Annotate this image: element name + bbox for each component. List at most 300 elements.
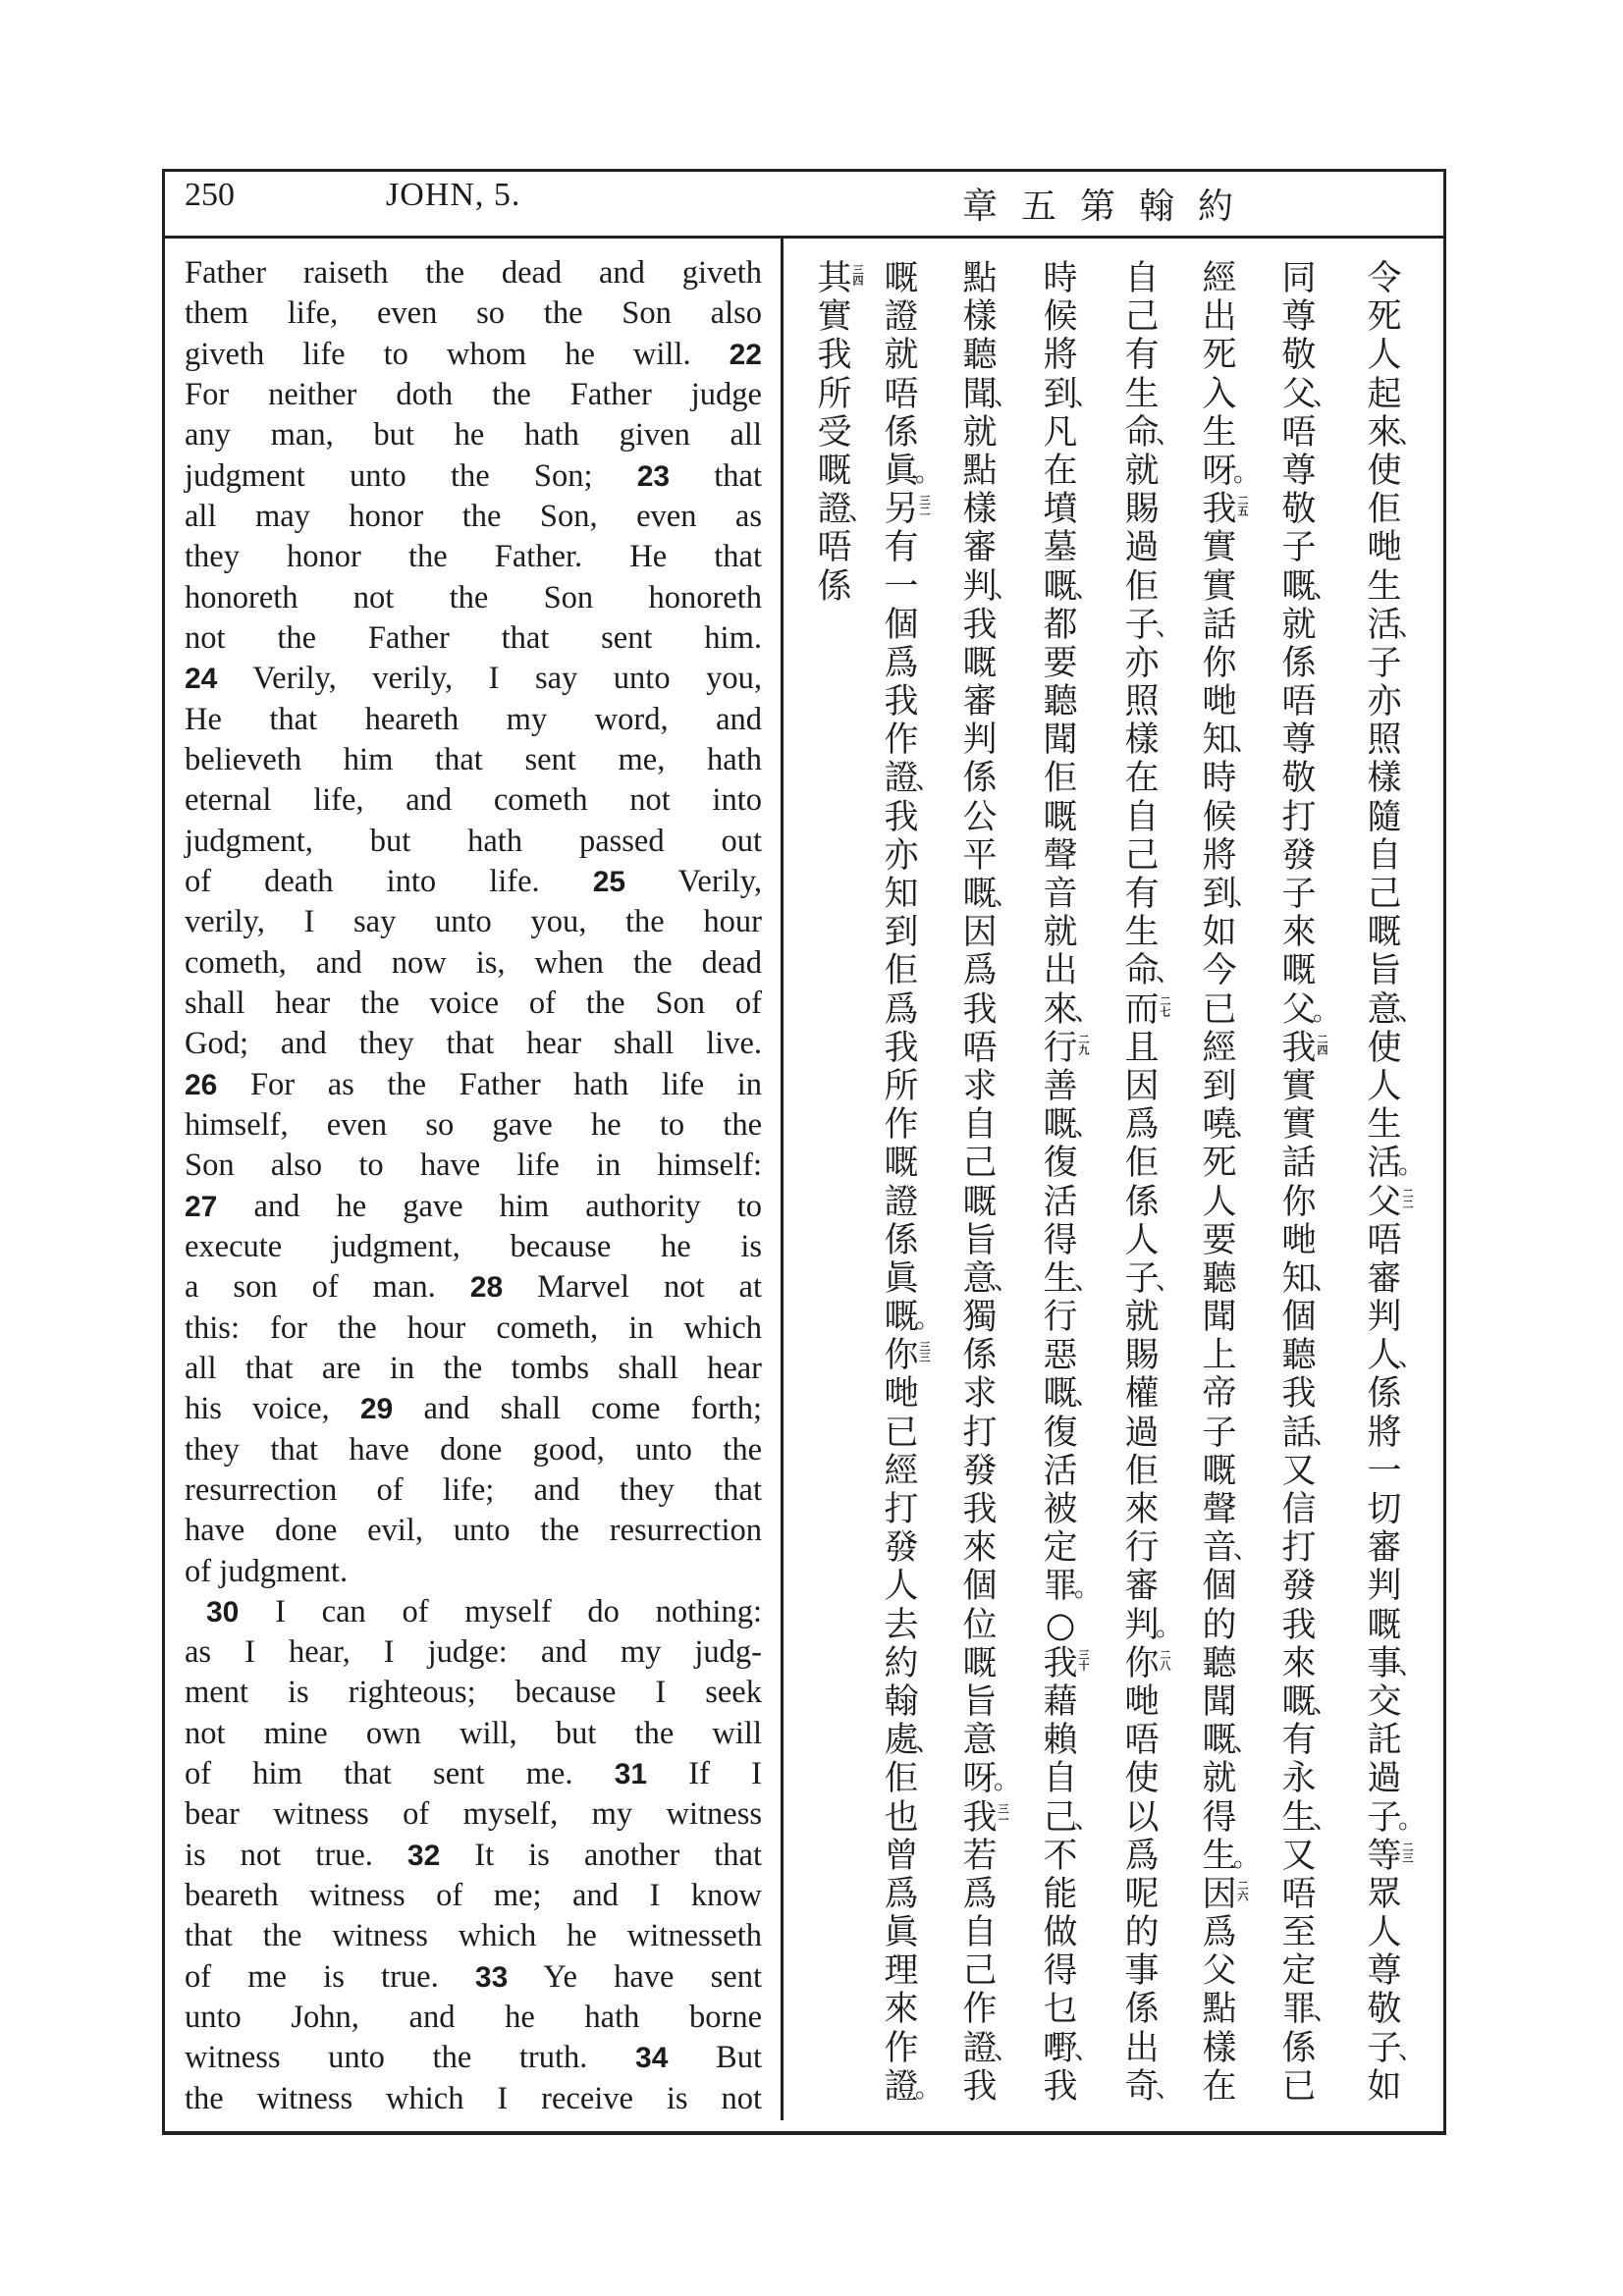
chinese-character: 來 、 [1043, 989, 1101, 1030]
chinese-character: 賜 [1124, 1336, 1160, 1376]
chinese-character: 發 [1281, 1567, 1317, 1607]
chinese-character: 爲 [884, 643, 919, 683]
chinese-character: 係 [1124, 1990, 1160, 2030]
chinese-character: 權 [1124, 1374, 1160, 1415]
punctuation: 。 [1233, 457, 1260, 488]
english-line: verily, I say unto you, the hour [185, 904, 762, 940]
chinese-character: 使 [1124, 1759, 1160, 1799]
chinese-character: 父 [1202, 1951, 1237, 1992]
chinese-character: 來 [1281, 1643, 1317, 1683]
chinese-character: 所 [884, 1066, 919, 1106]
chinese-character: 聽 [1202, 1258, 1237, 1299]
english-line: ment is righteous; because I seek [185, 1675, 762, 1711]
chinese-character: 嘅 、 [1043, 566, 1101, 607]
chinese-character: 嘅 、 [1043, 1374, 1101, 1415]
chinese-character: 照 [1367, 721, 1402, 761]
punctuation: 。 [1313, 996, 1339, 1027]
verse-number: 22 [729, 338, 762, 371]
chinese-character: 人 [1367, 336, 1402, 376]
punctuation: 、 [994, 2035, 1020, 2065]
chinese-character: 起 [1367, 374, 1402, 414]
chinese-running-head: 章五第翰約 [962, 187, 1258, 227]
english-line: a son of man. 28 Marvel not at [185, 1269, 762, 1306]
english-line: judgment unto the Son; 23 that [185, 457, 763, 494]
verse-number: 三三 [918, 1341, 931, 1363]
chinese-character: 就 [1124, 451, 1160, 491]
verse-number: 25 [592, 865, 626, 898]
chinese-character: 你 [1202, 643, 1237, 683]
chinese-character: 人 [1367, 1066, 1402, 1106]
chinese-character: 活 [1043, 1451, 1078, 1491]
chinese-character: 尊 [1281, 451, 1317, 491]
chinese-character: 要 [1043, 643, 1078, 683]
chinese-character: 活 [1043, 1182, 1078, 1222]
chinese-character: 係 [962, 759, 998, 799]
punctuation: 、 [1156, 612, 1182, 642]
chinese-character: 經 [1202, 259, 1237, 298]
chinese-character: 爲 [1124, 1105, 1160, 1146]
chinese-character: 嘅 [884, 1144, 919, 1184]
punctuation: 。 [915, 2073, 942, 2104]
chinese-character: 經 [884, 1451, 919, 1491]
chinese-character: 發 [962, 1451, 998, 1491]
punctuation: 。 [915, 457, 942, 488]
chinese-character: 信 [1281, 1490, 1317, 1529]
chinese-character: 過 [1124, 528, 1160, 568]
chinese-character: 作 [884, 721, 919, 761]
chinese-character: 有 [884, 528, 919, 568]
chinese-character: 我 [817, 336, 852, 376]
punctuation: 、 [1233, 1112, 1260, 1143]
chinese-character: 旨 [962, 1682, 998, 1722]
english-line: himself, even so gave he to the [185, 1106, 762, 1143]
chinese-character: 活 、 [1367, 605, 1425, 645]
header-rule [162, 236, 1446, 239]
english-line: witness unto the truth. 34 But [185, 2040, 762, 2076]
english-line: believeth him that sent me, hath [185, 741, 762, 777]
english-line: all may honor the Son, even as [185, 498, 762, 534]
english-line: beareth witness of me; and I know [185, 1878, 762, 1914]
punctuation: 。 [1074, 1574, 1101, 1604]
chinese-character: 眾 [1367, 1874, 1402, 1914]
chinese-character: 因 [962, 913, 998, 953]
chinese-character: 己 [1124, 835, 1160, 876]
chinese-character: 且 [1124, 1028, 1160, 1068]
chinese-character: 已 [1281, 2066, 1317, 2107]
chinese-character: 父 、 [1281, 374, 1339, 414]
english-line: the witness which I receive is not [185, 2080, 762, 2116]
chinese-character: 永 [1281, 1759, 1317, 1799]
chinese-character: 佢 [1124, 1451, 1160, 1491]
chinese-character: 聞 [1202, 1682, 1237, 1722]
chinese-character: 打 [1281, 1528, 1317, 1569]
chinese-character: 事 、 [1367, 1643, 1425, 1683]
chinese-character: 哋 [1281, 1220, 1317, 1260]
chinese-character: 來 [1124, 1490, 1160, 1529]
punctuation: 、 [1156, 1265, 1182, 1296]
chinese-character: 審 [962, 682, 998, 722]
verse-number: 二四 [1316, 1033, 1328, 1055]
chinese-character: 做 [1043, 1913, 1078, 1953]
chinese-character: 求 [962, 1374, 998, 1415]
english-line: of me is true. 33 Ye have sent [185, 1958, 763, 1995]
verse-number: 二三 [1401, 1841, 1414, 1863]
chinese-character: 係 [1281, 643, 1317, 683]
english-line: as I hear, I judge: and my judg- [185, 1634, 762, 1671]
chinese-character: 嘅 [817, 451, 852, 491]
chinese-character: 活 。 [1367, 1144, 1425, 1184]
chinese-character: 使 [1367, 1028, 1402, 1068]
chinese-character: 約 [884, 1643, 919, 1683]
verse-number: 二二 [1401, 1187, 1414, 1209]
chinese-character: 罪 、 [1281, 1990, 1339, 2030]
chinese-character: 嘵 、 [1202, 1105, 1260, 1146]
chinese-character: 我 二五 [1202, 490, 1249, 530]
english-line: Father raiseth the dead and giveth [185, 255, 762, 291]
chinese-character: 行 [1043, 1298, 1078, 1338]
chinese-character: 同 [1281, 259, 1317, 298]
chinese-character: 子 、 [1124, 605, 1182, 645]
chinese-character: 係 [1124, 1182, 1160, 1222]
english-line: shall hear the voice of the Son of [185, 985, 762, 1021]
chinese-character: 聽 [962, 336, 998, 376]
chinese-character: 入 [1202, 374, 1237, 414]
punctuation: 、 [1313, 573, 1339, 604]
chinese-character: 理 [884, 1951, 919, 1992]
chinese-character: 墓 [1043, 528, 1078, 568]
chinese-character: 使 [1367, 451, 1402, 491]
english-line: his voice, 29 and shall come forth; [185, 1391, 762, 1427]
chinese-character: 就 [884, 336, 919, 376]
verse-number: 34 [635, 2042, 669, 2075]
chinese-character: 令 [1367, 259, 1402, 298]
chinese-character: 上 [1202, 1336, 1237, 1376]
chinese-character: 來 [962, 1528, 998, 1569]
chinese-character: 個 [884, 605, 919, 645]
chinese-character: 生 、 [1281, 1797, 1339, 1838]
chinese-character: 嘅 [1202, 1451, 1237, 1491]
chinese-character: 另 三二 [884, 490, 931, 530]
chinese-character: 到 、 [1202, 875, 1260, 914]
chinese-character: 係 [1281, 2028, 1317, 2068]
chinese-character: 打 [1281, 797, 1317, 837]
chinese-character: 己 [962, 1951, 998, 1992]
chinese-character: 生 [1124, 913, 1160, 953]
chinese-character: 爲 [962, 951, 998, 991]
chinese-character: 過 [1367, 1759, 1402, 1799]
punctuation: 、 [1398, 1343, 1425, 1373]
chinese-character: 證 、 [884, 759, 942, 799]
english-line: 24 Verily, verily, I say unto you, [185, 661, 762, 697]
english-line: of death into life. 25 Verily, [185, 863, 762, 899]
english-line: eternal life, and cometh not into [185, 782, 762, 819]
chinese-character: 自 [962, 1105, 998, 1146]
chinese-character: 嘅 、 [1281, 566, 1339, 607]
chinese-character: 爲 [1124, 1836, 1160, 1876]
chinese-character: 如 [1367, 2066, 1402, 2107]
chinese-character: 審 [962, 528, 998, 568]
verse-number: 28 [469, 1271, 504, 1305]
chinese-character: 亦 [1367, 682, 1402, 722]
chinese-character: 我 [962, 989, 998, 1030]
chinese-character: 哋 [1202, 682, 1237, 722]
chinese-character: 將 [1202, 835, 1237, 876]
chinese-character: 託 [1367, 1721, 1402, 1761]
chinese-character: 其 三四 [817, 259, 864, 298]
chinese-character: 得 [1043, 1220, 1078, 1260]
chinese-text-line [1355, 259, 1425, 2107]
chinese-character: 敬 [1281, 759, 1317, 799]
chinese-character: 判 [962, 721, 998, 761]
chinese-character: 我 [1281, 1605, 1317, 1645]
chinese-character: 我 三十 [1043, 1643, 1090, 1683]
chinese-character: 將 [1367, 1413, 1402, 1453]
chinese-character: 時 [1202, 759, 1237, 799]
chinese-character: 嘅 [1043, 797, 1078, 837]
chinese-character: 求 [962, 1066, 998, 1106]
english-line: have done evil, unto the resurrection [185, 1513, 762, 1549]
chinese-character: 審 [1124, 1567, 1160, 1607]
chinese-text-line [1112, 259, 1182, 2107]
punctuation: 。 [1398, 1804, 1425, 1835]
verse-number: 32 [406, 1839, 441, 1872]
chinese-character: 子 [1281, 528, 1317, 568]
punctuation: 、 [1313, 1997, 1339, 2027]
chinese-character: 樣 [1367, 759, 1402, 799]
chinese-character: 死 [1367, 297, 1402, 338]
chinese-character: 唔 [962, 1028, 998, 1068]
punctuation: 、 [1074, 996, 1101, 1027]
chinese-character: 聲 [1043, 835, 1078, 876]
chinese-character: 唔 [884, 374, 919, 414]
punctuation: 、 [915, 766, 942, 796]
chinese-character: 發 [1281, 835, 1317, 876]
chinese-character: 一 [884, 566, 919, 607]
chinese-character: 亦 [1124, 643, 1160, 683]
punctuation: 、 [1074, 1381, 1101, 1412]
punctuation: 、 [1156, 958, 1182, 988]
chinese-character: 出 [1202, 297, 1237, 338]
chinese-character: 自 [1124, 259, 1160, 298]
chinese-text-line [1190, 259, 1260, 2107]
chinese-character: 以 [1124, 1797, 1160, 1838]
english-line: not mine own will, but the will [185, 1715, 762, 1751]
chinese-character: 亦 [884, 835, 919, 876]
chinese-character: 嘢 、 [1043, 2028, 1101, 2068]
punctuation: 、 [1398, 1650, 1425, 1681]
chinese-character: 經 [1202, 1028, 1237, 1068]
english-line: 26 For as the Father hath life in [185, 1066, 762, 1102]
chinese-character: 哋 [1367, 528, 1402, 568]
chinese-character: 子 。 [1367, 1797, 1425, 1838]
verse-number: 26 [185, 1068, 218, 1101]
punctuation: 、 [1074, 1112, 1101, 1143]
chinese-character: 知 [884, 875, 919, 914]
chinese-character: 敬 [1367, 1990, 1402, 2030]
chinese-character: 候 [1202, 797, 1237, 837]
punctuation: 、 [994, 881, 1020, 911]
chinese-character: 的 [1124, 1913, 1160, 1953]
chinese-character: 嘅 [1281, 951, 1317, 991]
chinese-character: 我 三一 [962, 1797, 1009, 1838]
verse-number: 二六 [1236, 1879, 1249, 1901]
chinese-character: 實 [817, 297, 852, 338]
chinese-character: 佢 [1124, 566, 1160, 607]
chinese-character: 來 [1281, 913, 1317, 953]
chinese-character: 又 [1281, 1451, 1317, 1491]
chinese-character: 過 [1124, 1413, 1160, 1453]
chinese-character: 而 二七 [1124, 989, 1171, 1030]
chinese-character: 惡 [1043, 1336, 1078, 1376]
chinese-character: 樣 [1124, 721, 1160, 761]
chinese-character: 要 [1202, 1220, 1237, 1260]
chinese-character: 嘅 。 [884, 1298, 942, 1338]
chinese-character: 係 [884, 1220, 919, 1260]
chinese-character: 若 [962, 1836, 998, 1876]
chinese-character: 爲 [962, 1874, 998, 1914]
chinese-character: 行 二九 [1043, 1028, 1090, 1068]
chinese-character: 點 [962, 451, 998, 491]
chinese-character: 證 、 [817, 490, 875, 530]
chinese-character: 事 [1124, 1951, 1160, 1992]
chinese-character: 隨 [1367, 797, 1402, 837]
chinese-character: 自 [1043, 1759, 1078, 1799]
punctuation: 、 [1233, 881, 1260, 911]
punctuation: 、 [1398, 612, 1425, 642]
chinese-character: 旨 [962, 1220, 998, 1260]
chinese-character: 點 [962, 259, 998, 298]
verse-number: 27 [185, 1190, 218, 1223]
page-number: 250 [185, 177, 235, 213]
chinese-character: 生 [1367, 1105, 1402, 1146]
english-line: of judgment. [185, 1553, 349, 1589]
chinese-character: 你 [1281, 1182, 1317, 1222]
chinese-character: 所 [817, 374, 852, 414]
chinese-character: 我 二四 [1281, 1028, 1328, 1068]
chinese-character: 哋 [884, 1374, 919, 1415]
chinese-character: 已 [1202, 989, 1237, 1030]
chinese-character: 生 [1367, 566, 1402, 607]
chinese-character: 尊 [1281, 297, 1317, 338]
chinese-character: 生 [1124, 374, 1160, 414]
chinese-character: 我 [1281, 1374, 1317, 1415]
chinese-character: 係 [817, 566, 852, 607]
chinese-character: 佢 [1367, 490, 1402, 530]
chinese-character: 我 [962, 1490, 998, 1529]
punctuation: 、 [1313, 1688, 1339, 1719]
chinese-character: 受 [817, 412, 852, 453]
punctuation: 、 [915, 1728, 942, 1758]
chinese-character: 嘅 [1367, 1605, 1402, 1645]
chinese-character: 你 二八 [1124, 1643, 1171, 1683]
chinese-character: 行 [1124, 1528, 1160, 1569]
english-line: resurrection of life; and they that [185, 1471, 762, 1508]
chinese-character: 來 [884, 1990, 919, 2030]
chinese-character: 墳 [1043, 490, 1078, 530]
chinese-character: 爲 [1202, 1913, 1237, 1953]
chinese-character: 知 、 [1202, 721, 1260, 761]
punctuation: 、 [994, 1265, 1020, 1296]
chinese-character: 已 [884, 1413, 919, 1453]
chinese-character: 復 [1043, 1144, 1078, 1184]
chinese-character: 今 [1202, 951, 1237, 991]
chinese-text-line [1270, 259, 1339, 2107]
chinese-character: 知 、 [1281, 1258, 1339, 1299]
chinese-character: 判 、 [962, 566, 1020, 607]
chinese-character: 旨 [1367, 951, 1402, 991]
chinese-character: 出 [1043, 951, 1078, 991]
column-divider [781, 236, 784, 2120]
chinese-character: 人 [1367, 1913, 1402, 1953]
chinese-character: 點 [1202, 1990, 1237, 2030]
chinese-character: 己 [1124, 297, 1160, 338]
chinese-character: 照 [1124, 682, 1160, 722]
chinese-character: 嘅 、 [1281, 1682, 1339, 1722]
punctuation: 。 [994, 1766, 1020, 1796]
chinese-character: 呢 [1124, 1874, 1160, 1914]
chinese-character: 發 [884, 1528, 919, 1569]
punctuation: 、 [994, 573, 1020, 604]
chinese-character: 在 [1124, 759, 1160, 799]
verse-number: 33 [474, 1960, 509, 1994]
chinese-character: 個 [1202, 1567, 1237, 1607]
punctuation: 、 [1074, 381, 1101, 411]
punctuation: 、 [994, 381, 1020, 411]
chinese-character: 生 、 [1043, 1258, 1101, 1299]
chinese-character: 有 [1281, 1721, 1317, 1761]
chinese-character: 實 [1281, 1105, 1317, 1146]
punctuation: 、 [1398, 419, 1425, 450]
punctuation: 、 [1313, 381, 1339, 411]
chinese-character: 呀 。 [1202, 451, 1260, 491]
punctuation: 。 [915, 1305, 942, 1335]
chinese-character: 己 、 [1043, 1797, 1101, 1838]
punctuation: 、 [848, 497, 875, 527]
chinese-character: 樣 [962, 490, 998, 530]
chinese-character: 係 [884, 412, 919, 453]
chinese-character: 聞 [1043, 721, 1078, 761]
chinese-character: 到 、 [1043, 374, 1101, 414]
chinese-character: ○ [1045, 1605, 1076, 1645]
chinese-character: 判 [1367, 1298, 1402, 1338]
chinese-character: 哋 [1124, 1682, 1160, 1722]
chinese-character: 敬 [1281, 336, 1317, 376]
chinese-character: 獨 [962, 1298, 998, 1338]
chinese-character: 審 [1367, 1528, 1402, 1569]
english-line: judgment, but hath passed out [185, 823, 762, 859]
chinese-character: 奇 、 [1124, 2066, 1182, 2107]
chinese-character: 在 [1043, 451, 1078, 491]
chinese-character: 作 [962, 1990, 998, 2030]
chinese-character: 得 [1202, 1797, 1237, 1838]
punctuation: 、 [1074, 1804, 1101, 1835]
chinese-character: 候 [1043, 297, 1078, 338]
chinese-character: 嘅 [884, 259, 919, 298]
chinese-character: 命 、 [1124, 951, 1182, 991]
english-line: giveth life to whom he will. 22 [185, 336, 762, 372]
chinese-character: 翰 [884, 1682, 919, 1722]
chinese-character: 來 、 [1367, 412, 1425, 453]
chinese-character: 判 [1367, 1567, 1402, 1607]
chinese-character: 唔 [1281, 1874, 1317, 1914]
chinese-character: 實 [1202, 528, 1237, 568]
english-line: honoreth not the Son honoreth [185, 579, 762, 615]
chinese-character: 唔 [1124, 1721, 1160, 1761]
chinese-character: 去 [884, 1605, 919, 1645]
chinese-character: 至 [1281, 1913, 1317, 1953]
chinese-character: 子 [1367, 643, 1402, 683]
english-line: any man, but he hath given all [185, 417, 762, 454]
